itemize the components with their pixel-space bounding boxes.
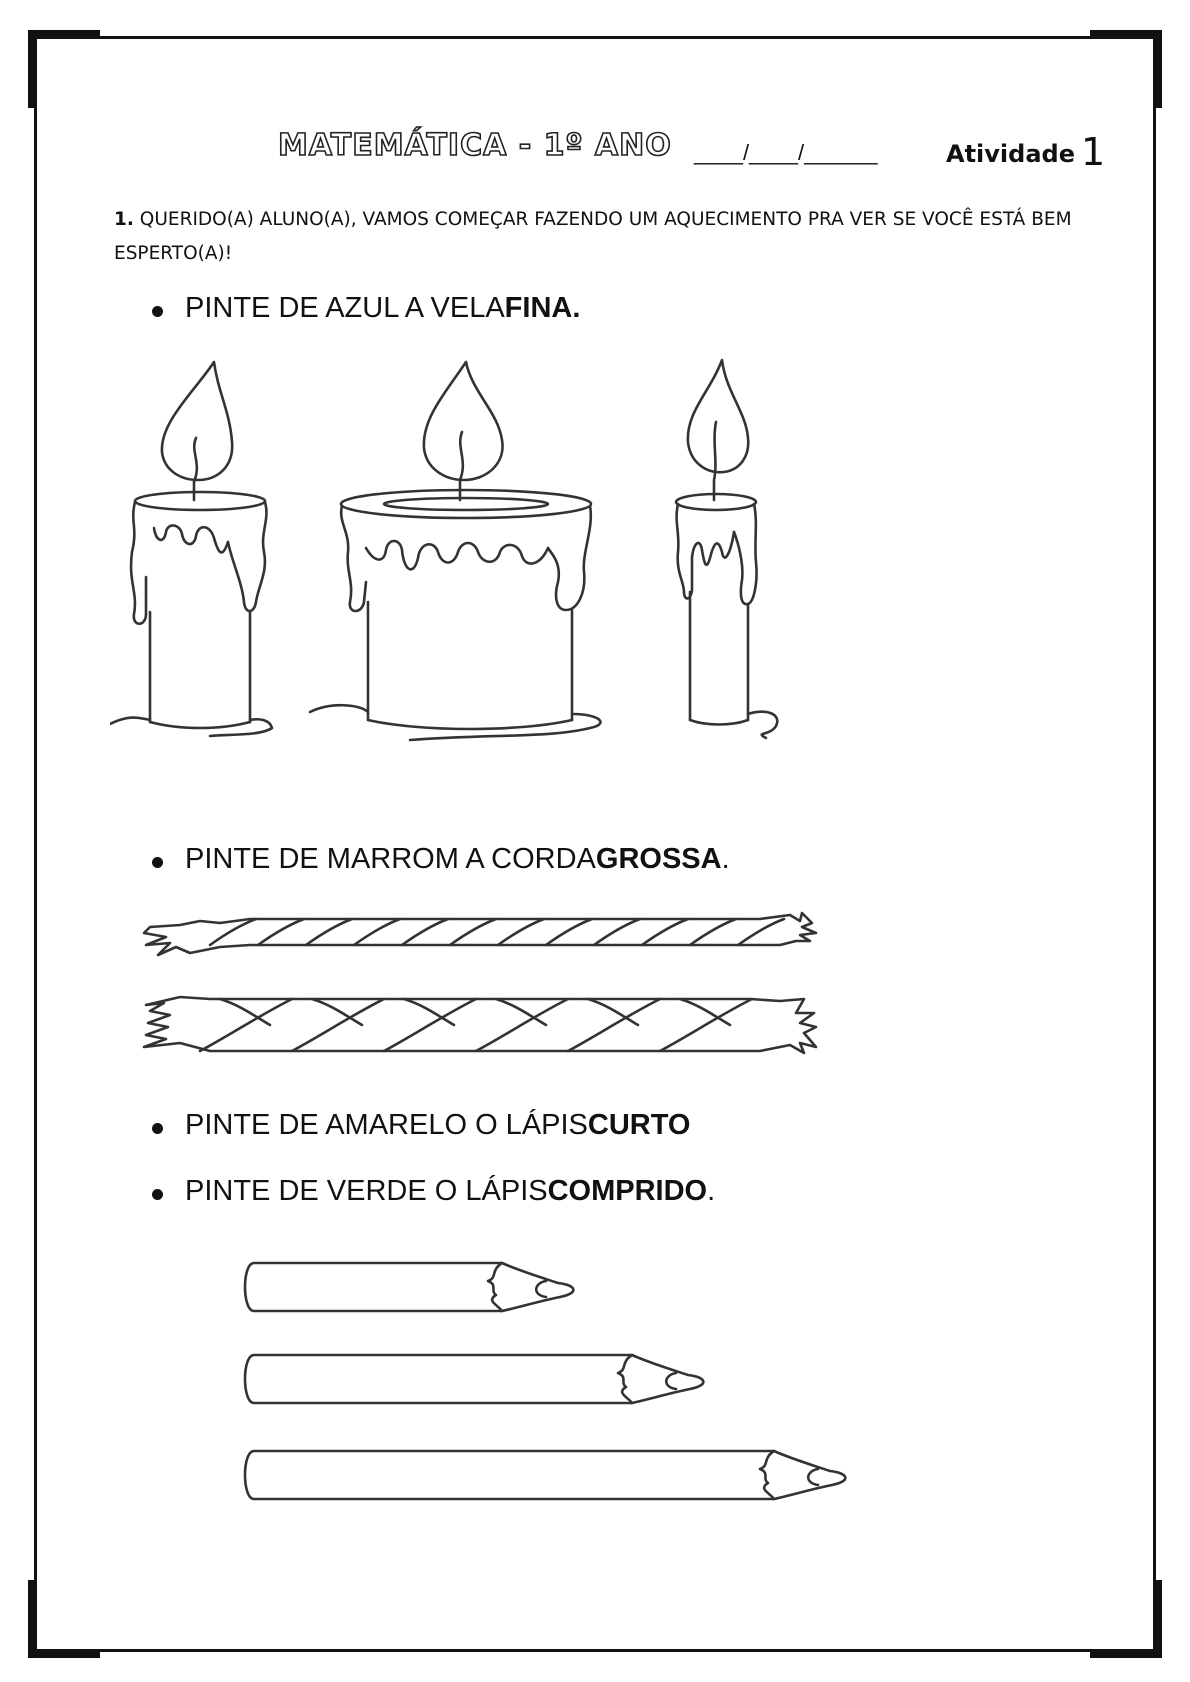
question-number: 1. bbox=[114, 209, 134, 230]
rope-strand bbox=[384, 999, 476, 1051]
task-text: PINTE DE AMARELO O LÁPIS bbox=[185, 1109, 588, 1141]
task-item bbox=[152, 292, 580, 325]
rope-strand bbox=[200, 999, 292, 1051]
rope-strand bbox=[568, 999, 660, 1051]
rope-strand bbox=[546, 919, 592, 945]
rope-strand bbox=[258, 919, 304, 945]
rope-strand bbox=[498, 919, 544, 945]
corner-mark bbox=[28, 1580, 36, 1658]
candle-icon[interactable] bbox=[310, 362, 600, 740]
subject-title: MATEMÁTICA - 1º ANO bbox=[278, 128, 672, 163]
activity-label bbox=[946, 130, 1105, 174]
task-item bbox=[152, 1175, 715, 1208]
task-suffix: . bbox=[721, 843, 730, 875]
rope-strand bbox=[354, 919, 400, 945]
rope-strand bbox=[292, 999, 384, 1051]
task-emphasis: FINA. bbox=[504, 292, 581, 324]
task-text: PINTE DE VERDE O LÁPIS bbox=[185, 1175, 548, 1207]
task-emphasis: GROSSA bbox=[595, 843, 722, 875]
rope-strand bbox=[402, 919, 448, 945]
task-emphasis: COMPRIDO bbox=[547, 1175, 708, 1207]
question-text bbox=[114, 203, 1104, 271]
rope-strand bbox=[306, 919, 352, 945]
corner-mark bbox=[28, 1650, 100, 1658]
rope-strand bbox=[642, 919, 688, 945]
rope-strand bbox=[450, 919, 496, 945]
corner-mark bbox=[1154, 30, 1162, 108]
corner-mark bbox=[1154, 1580, 1162, 1658]
pencils-illustration bbox=[240, 1255, 880, 1525]
candles-illustration bbox=[110, 352, 850, 752]
task-item bbox=[152, 843, 730, 876]
task-text: PINTE DE AZUL A VELA bbox=[185, 292, 505, 324]
task-emphasis: CURTO bbox=[587, 1109, 691, 1141]
question-body: QUERIDO(A) ALUNO(A), VAMOS COMEÇAR FAZENDO UM AQUECIMENTO PRA VER SE VOCÊ ESTÁ BEM ESPERTO(A)! bbox=[114, 209, 1072, 264]
corner-mark bbox=[1090, 1650, 1162, 1658]
rope-strand bbox=[738, 919, 784, 945]
rope-strand bbox=[404, 999, 454, 1025]
date-field[interactable]: ____/____/______ bbox=[694, 140, 878, 165]
rope-strand bbox=[680, 999, 730, 1025]
rope-strand bbox=[588, 999, 638, 1025]
rope-strand bbox=[660, 999, 752, 1051]
rope-strand bbox=[312, 999, 362, 1025]
task-text: PINTE DE MARROM A CORDA bbox=[185, 843, 596, 875]
ropes-illustration bbox=[140, 905, 820, 1065]
corner-mark bbox=[28, 30, 100, 38]
corner-mark bbox=[28, 30, 36, 108]
rope-strand bbox=[496, 999, 546, 1025]
rope-strand bbox=[220, 999, 270, 1025]
rope-strand bbox=[476, 999, 568, 1051]
pencil-icon[interactable] bbox=[245, 1355, 703, 1403]
corner-mark bbox=[1090, 30, 1162, 38]
task-item bbox=[152, 1109, 690, 1142]
rope-icon[interactable] bbox=[144, 913, 816, 955]
pencil-icon[interactable] bbox=[245, 1451, 845, 1499]
candle-icon[interactable] bbox=[676, 360, 777, 738]
task-suffix: . bbox=[707, 1175, 716, 1207]
rope-strand bbox=[594, 919, 640, 945]
candle-icon[interactable] bbox=[110, 362, 272, 736]
pencil-icon[interactable] bbox=[245, 1263, 573, 1311]
worksheet-header bbox=[270, 120, 1110, 176]
activity-number: 1 bbox=[1080, 130, 1106, 174]
rope-icon[interactable] bbox=[144, 997, 816, 1053]
activity-word: Atividade bbox=[946, 140, 1075, 168]
rope-strand bbox=[690, 919, 736, 945]
